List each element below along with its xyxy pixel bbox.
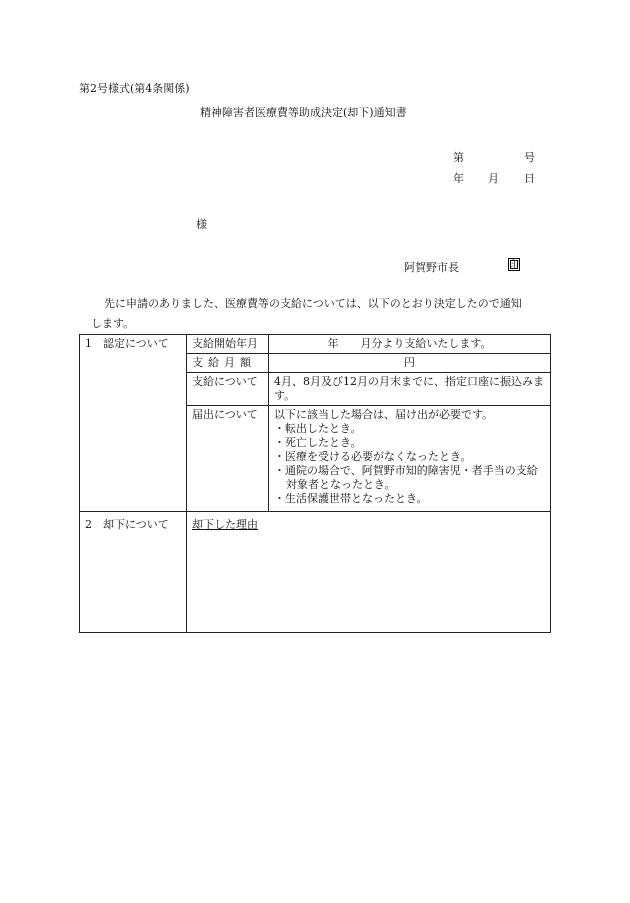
table-row — [80, 512, 551, 633]
intro-line-2: します。 — [91, 317, 135, 330]
rejection-reason-cell — [187, 512, 551, 633]
rejection-reason-label: 却下した理由 — [192, 518, 258, 531]
number-suffix: 号 — [524, 151, 535, 164]
row-label-payment: 支給について — [187, 373, 269, 406]
form-number: 第2号様式(第4条関係) — [79, 82, 190, 95]
row-value-notification — [269, 406, 551, 512]
decision-table — [79, 334, 551, 633]
number-prefix: 第 — [453, 151, 464, 164]
notification-lead: 以下に該当した場合は、届け出が必要です。 — [274, 408, 494, 421]
list-item: ・死亡したとき。 — [274, 436, 362, 449]
list-item: ・転出したとき。 — [274, 422, 362, 435]
addressee-honorific: 様 — [196, 218, 207, 231]
section2-label: 2 却下について — [80, 512, 187, 633]
section1-label: 1 認定について — [80, 335, 187, 512]
row-value-start-month: 年 月分より支給いたします。 — [269, 335, 551, 354]
date-day: 日 — [524, 172, 535, 185]
row-value-monthly-amount: 円 — [269, 354, 551, 373]
row-label-start-month: 支給開始年月 — [187, 335, 269, 354]
table-row — [80, 335, 551, 354]
document-title: 精神障害者医療費等助成決定(却下)通知書 — [200, 106, 407, 119]
seal-mark: 印 — [509, 260, 519, 271]
list-item: ・通院の場合で、阿賀野市知的障害児・者手当の支給対象者となったとき。 — [274, 464, 538, 491]
row-label-monthly-amount: 支給月額 — [187, 354, 269, 373]
row-label-notification: 届出について — [187, 406, 269, 512]
date-month: 月 — [488, 172, 499, 185]
date-year: 年 — [453, 172, 464, 185]
intro-line-1: 先に申請のありました、医療費等の支給については、以下のとおり決定したので通知 — [104, 297, 522, 310]
list-item: ・医療を受ける必要がなくなったとき。 — [274, 450, 472, 463]
row-value-payment: 4月、8月及び12月の月末までに、指定口座に振込みます。 — [269, 373, 551, 406]
list-item: ・生活保護世帯となったとき。 — [274, 492, 428, 505]
issuer-title: 阿賀野市長 — [404, 261, 459, 274]
